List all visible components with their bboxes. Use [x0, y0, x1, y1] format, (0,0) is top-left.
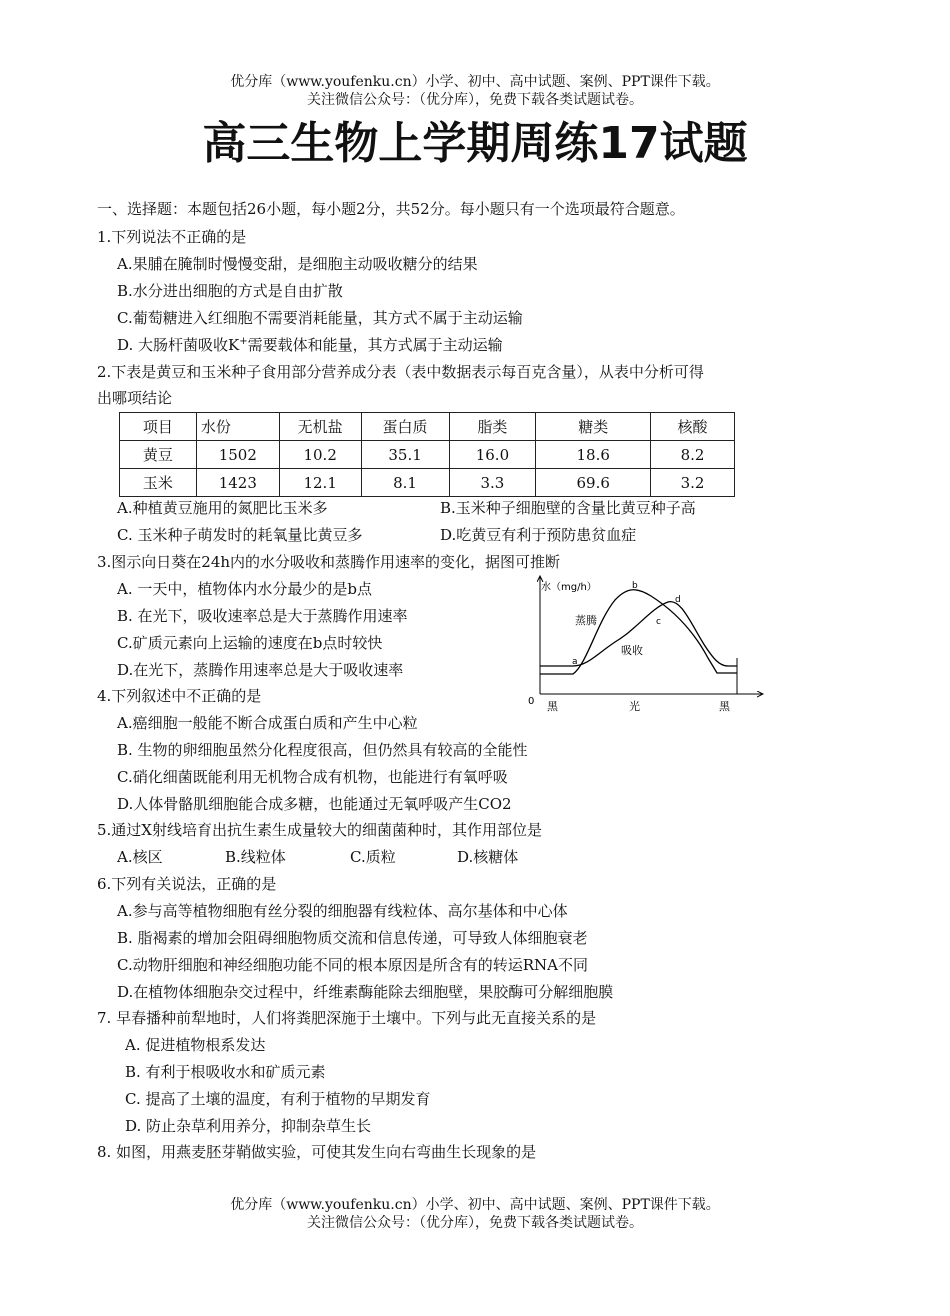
section-heading: 一、选择题：本题包括26小题，每小题2分，共52分。每小题只有一个选项最符合题意。 — [97, 200, 685, 218]
q1-option-d-sup: + — [239, 336, 248, 347]
table-header-cell: 蛋白质 — [361, 413, 449, 441]
q1-option-a: A.果脯在腌制时慢慢变甜，是细胞主动吸收糖分的结果 — [117, 255, 478, 273]
table-cell: 69.6 — [536, 469, 651, 497]
q6-stem: 6.下列有关说法，正确的是 — [97, 875, 277, 893]
table-cell: 8.1 — [361, 469, 449, 497]
transpiration-curve — [540, 590, 737, 674]
table-cell: 3.3 — [449, 469, 536, 497]
footer-line-1: 优分库（www.youfenku.cn）小学、初中、高中试题、案例、PPT课件下载。 — [230, 1197, 720, 1213]
q2-option-c: C. 玉米种子萌发时的耗氧量比黄豆多 — [117, 526, 363, 544]
table-cell: 10.2 — [279, 441, 361, 469]
q7-option-c: C. 提高了土壤的温度，有利于植物的早期发育 — [125, 1090, 431, 1108]
q5-option-a: A.核区 — [117, 848, 163, 866]
q3-option-a: A. 一天中，植物体内水分最少的是b点 — [117, 580, 372, 598]
q6-option-c: C.动物肝细胞和神经细胞功能不同的根本原因是所含有的转运RNA不同 — [117, 956, 588, 974]
graph-x-mid: 光 — [629, 700, 640, 713]
q1-option-c: C.葡萄糖进入红细胞不需要消耗能量，其方式不属于主动运输 — [117, 309, 523, 327]
q6-option-d: D.在植物体细胞杂交过程中，纤维素酶能除去细胞壁，果胶酶可分解细胞膜 — [117, 983, 614, 1001]
q2-stem-line-1: 2.下表是黄豆和玉米种子食用部分营养成分表（表中数据表示每百克含量），从表中分析可得 — [97, 363, 704, 381]
q4-option-a: A.癌细胞一般能不断合成蛋白质和产生中心粒 — [117, 714, 418, 732]
q1-option-d-after: 需要载体和能量，其方式属于主动运输 — [247, 336, 503, 354]
graph-x-left: 黑 — [547, 700, 558, 713]
q5-option-c: C.质粒 — [350, 848, 396, 866]
q3-stem: 3.图示向日葵在24h内的水分吸收和蒸腾作用速率的变化，据图可推断 — [97, 553, 561, 571]
nutrition-table — [119, 412, 735, 497]
water-rate-graph — [525, 572, 770, 714]
table-cell: 16.0 — [449, 441, 536, 469]
page-title: 高三生物上学期周练17试题 — [202, 118, 748, 169]
table-header-cell: 核酸 — [651, 413, 735, 441]
table-cell: 1423 — [196, 469, 279, 497]
q6-option-a: A.参与高等植物细胞有丝分裂的细胞器有线粒体、高尔基体和中心体 — [117, 902, 568, 920]
q3-option-d: D.在光下，蒸腾作用速率总是大于吸收速率 — [117, 661, 404, 679]
graph-origin: 0 — [528, 696, 535, 707]
table-header-cell: 糖类 — [536, 413, 651, 441]
q5-option-d: D.核糖体 — [457, 848, 519, 866]
q6-option-b: B. 脂褐素的增加会阻碍细胞物质交流和信息传递，可导致人体细胞衰老 — [117, 929, 588, 947]
graph-x-right: 黑 — [719, 700, 730, 713]
header-line-2: 关注微信公众号：（优分库），免费下载各类试题试卷。 — [307, 92, 643, 108]
table-cell: 黄豆 — [120, 441, 197, 469]
q7-option-d: D. 防止杂草利用养分，抑制杂草生长 — [125, 1117, 372, 1135]
q1-option-d-before: D. 大肠杆菌吸收K — [117, 336, 240, 354]
table-cell: 1502 — [196, 441, 279, 469]
q4-option-d: D.人体骨骼肌细胞能合成多糖，也能通过无氧呼吸产生CO2 — [117, 795, 512, 813]
q4-option-b: B. 生物的卵细胞虽然分化程度很高，但仍然具有较高的全能性 — [117, 741, 528, 759]
q7-option-b: B. 有利于根吸收水和矿质元素 — [125, 1063, 326, 1081]
q7-stem: 7. 早春播种前犁地时，人们将粪肥深施于土壤中。下列与此无直接关系的是 — [97, 1009, 597, 1027]
table-cell: 3.2 — [651, 469, 735, 497]
table-cell: 12.1 — [279, 469, 361, 497]
table-cell: 35.1 — [361, 441, 449, 469]
q2-option-b: B.玉米种子细胞壁的含量比黄豆种子高 — [440, 499, 696, 517]
table-header-cell: 脂类 — [449, 413, 536, 441]
table-header-cell: 项目 — [120, 413, 197, 441]
q8-stem: 8. 如图，用燕麦胚芽鞘做实验，可使其发生向右弯曲生长现象的是 — [97, 1143, 537, 1161]
q2-option-d: D.吃黄豆有利于预防患贫血症 — [440, 526, 637, 544]
footer-line-2: 关注微信公众号：（优分库），免费下载各类试题试卷。 — [307, 1215, 643, 1231]
q1-stem: 1.下列说法不正确的是 — [97, 228, 247, 246]
q1-option-d — [117, 335, 503, 355]
q2-option-a: A.种植黄豆施用的氮肥比玉米多 — [117, 499, 328, 517]
point-a-label: a — [572, 657, 578, 667]
point-b-label: b — [632, 581, 638, 591]
table-row — [120, 469, 735, 497]
table-header-cell: 无机盐 — [279, 413, 361, 441]
q4-stem: 4.下列叙述中不正确的是 — [97, 687, 262, 705]
table-row — [120, 441, 735, 469]
transpiration-label: 蒸腾 — [575, 614, 597, 627]
point-c-label: c — [656, 617, 661, 627]
q2-stem-line-2: 出哪项结论 — [97, 389, 173, 407]
q5-stem: 5.通过X射线培育出抗生素生成量较大的细菌菌种时，其作用部位是 — [97, 821, 542, 839]
q5-option-b: B.线粒体 — [225, 848, 286, 866]
table-cell: 玉米 — [120, 469, 197, 497]
q1-option-b: B.水分进出细胞的方式是自由扩散 — [117, 282, 343, 300]
graph-y-label: 水（mg/h） — [541, 582, 597, 593]
q7-option-a: A. 促进植物根系发达 — [125, 1036, 266, 1054]
q3-option-b: B. 在光下，吸收速率总是大于蒸腾作用速率 — [117, 607, 408, 625]
table-header-cell: 水份 — [196, 413, 279, 441]
q4-option-c: C.硝化细菌既能利用无机物合成有机物，也能进行有氧呼吸 — [117, 768, 508, 786]
table-cell: 8.2 — [651, 441, 735, 469]
point-d-label: d — [675, 595, 681, 605]
q3-option-c: C.矿质元素向上运输的速度在b点时较快 — [117, 634, 383, 652]
table-header-row — [120, 413, 735, 441]
absorption-label: 吸收 — [621, 644, 643, 657]
header-line-1: 优分库（www.youfenku.cn）小学、初中、高中试题、案例、PPT课件下载。 — [230, 74, 720, 90]
table-cell: 18.6 — [536, 441, 651, 469]
